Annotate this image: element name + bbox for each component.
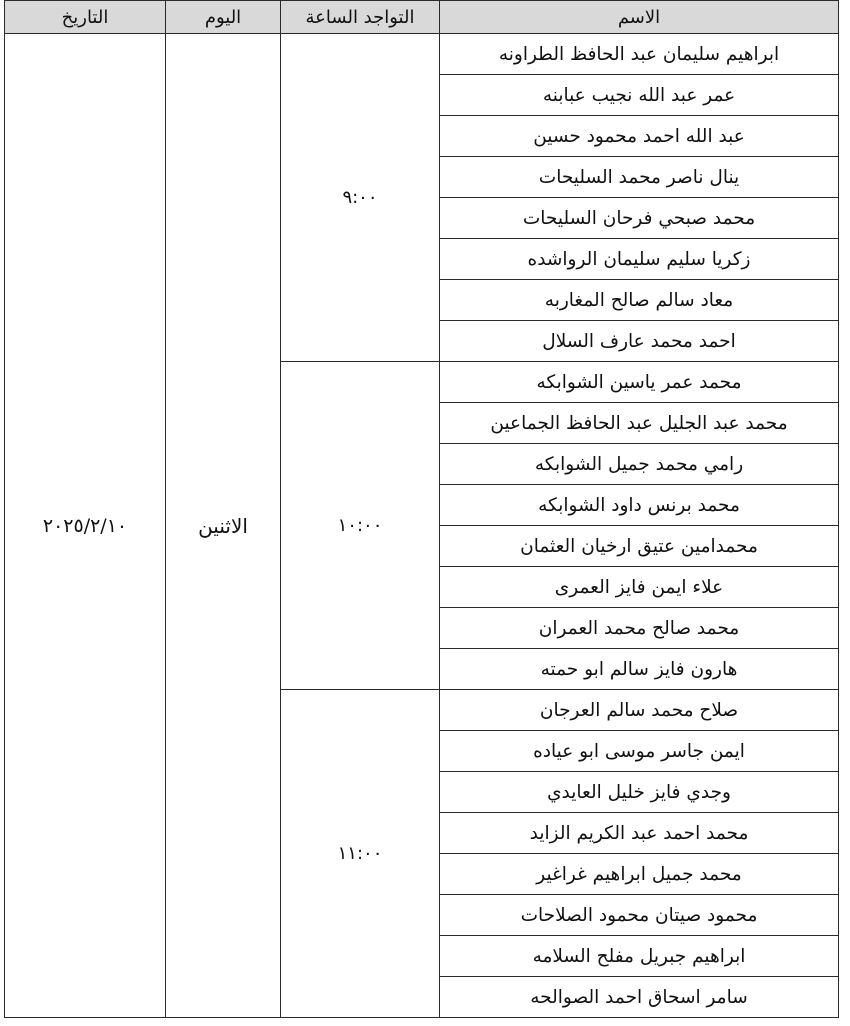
name-cell: هارون فايز سالم ابو حمته bbox=[440, 649, 839, 690]
name-cell: وجدي فايز خليل العايدي bbox=[440, 772, 839, 813]
attendance-table bbox=[4, 0, 839, 1018]
header-day: اليوم bbox=[166, 1, 281, 34]
time-cell: ١١:٠٠ bbox=[281, 690, 440, 1018]
time-cell: ٩:٠٠ bbox=[281, 34, 440, 362]
name-cell: سامر اسحاق احمد الصوالحه bbox=[440, 977, 839, 1018]
header-row bbox=[5, 1, 839, 34]
name-cell: محمود صيتان محمود الصلاحات bbox=[440, 895, 839, 936]
table-row bbox=[5, 34, 839, 75]
name-cell: ابراهيم سليمان عبد الحافظ الطراونه bbox=[440, 34, 839, 75]
name-cell: ينال ناصر محمد السليحات bbox=[440, 157, 839, 198]
header-date: التاريخ bbox=[5, 1, 166, 34]
name-cell: محمد احمد عبد الكريم الزايد bbox=[440, 813, 839, 854]
day-cell: الاثنين bbox=[166, 34, 281, 1018]
time-cell: ١٠:٠٠ bbox=[281, 362, 440, 690]
name-cell: رامي محمد جميل الشوابكه bbox=[440, 444, 839, 485]
header-time: التواجد الساعة bbox=[281, 1, 440, 34]
name-cell: ايمن جاسر موسى ابو عياده bbox=[440, 731, 839, 772]
name-cell: محمد صبحي فرحان السليحات bbox=[440, 198, 839, 239]
header-name: الاسم bbox=[440, 1, 839, 34]
name-cell: زكريا سليم سليمان الرواشده bbox=[440, 239, 839, 280]
name-cell: محمد برنس داود الشوابكه bbox=[440, 485, 839, 526]
name-cell: عمر عبد الله نجيب عبابنه bbox=[440, 75, 839, 116]
name-cell: ابراهيم جبريل مفلح السلامه bbox=[440, 936, 839, 977]
name-cell: محمدامين عتيق ارخيان العثمان bbox=[440, 526, 839, 567]
name-cell: عبد الله احمد محمود حسين bbox=[440, 116, 839, 157]
name-cell: احمد محمد عارف السلال bbox=[440, 321, 839, 362]
name-cell: محمد جميل ابراهيم غراغير bbox=[440, 854, 839, 895]
name-cell: صلاح محمد سالم العرجان bbox=[440, 690, 839, 731]
name-cell: محمد عمر ياسين الشوابكه bbox=[440, 362, 839, 403]
date-cell: ٢٠٢٥/٢/١٠ bbox=[5, 34, 166, 1018]
name-cell: محمد عبد الجليل عبد الحافظ الجماعين bbox=[440, 403, 839, 444]
name-cell: معاد سالم صالح المغاربه bbox=[440, 280, 839, 321]
name-cell: علاء ايمن فايز العمرى bbox=[440, 567, 839, 608]
name-cell: محمد صالح محمد العمران bbox=[440, 608, 839, 649]
